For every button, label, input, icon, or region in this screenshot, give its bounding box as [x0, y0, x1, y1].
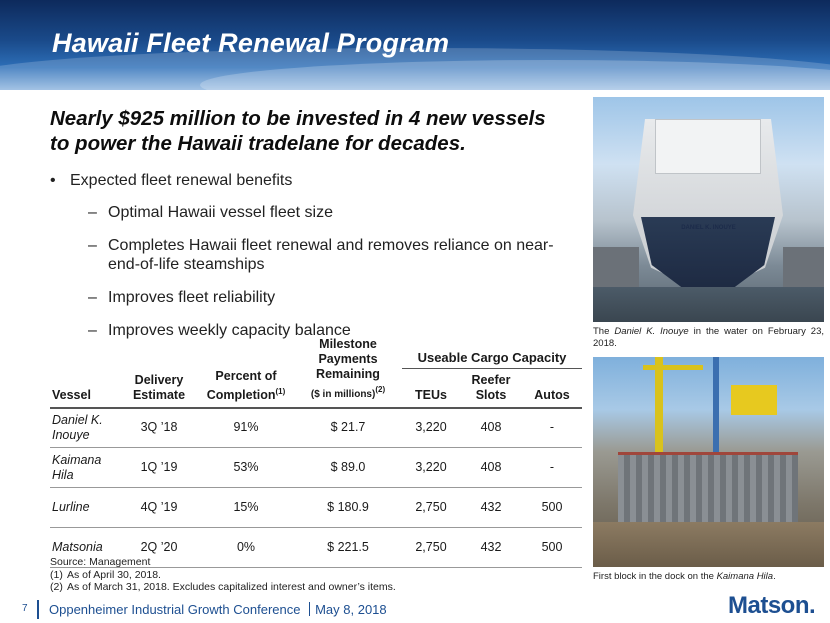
footnotes: [50, 556, 396, 594]
cell-reefer: 408: [460, 448, 522, 488]
cell-autos: 500: [522, 488, 582, 528]
hanging-block: [731, 385, 777, 415]
ship-name-text: DANIEL K. INOUYE: [681, 225, 736, 231]
bullet-sub: – Improves weekly capacity balance: [50, 321, 580, 340]
cell-delivery: 4Q ’19: [120, 488, 198, 528]
ship-photo: [593, 97, 824, 322]
cell-teus: 3,220: [402, 448, 460, 488]
header-vessel: Vessel: [50, 369, 120, 408]
footnote: (1) As of April 30, 2018.: [50, 568, 161, 581]
page-title: Hawaii Fleet Renewal Program: [52, 28, 450, 58]
water: [593, 287, 824, 322]
footer-divider: [37, 600, 39, 619]
header-useable-capacity: Useable Cargo Capacity: [402, 350, 582, 369]
cell-delivery: 1Q ’19: [120, 448, 198, 488]
dock-floor: [593, 522, 824, 567]
cell-teus: 2,750: [402, 528, 460, 568]
cell-autos: 500: [522, 528, 582, 568]
photo-caption: First block in the dock on the Kaimana Hila.: [593, 571, 776, 582]
cell-percent: 53%: [198, 448, 294, 488]
header-percent: Percent of Completion$^{(1)}$: [198, 369, 294, 408]
cell-vessel: Kaimana Hila: [50, 448, 120, 488]
table-row: [50, 448, 582, 488]
bullet-main: • Expected fleet renewal benefits: [50, 172, 580, 190]
cell-autos: -: [522, 448, 582, 488]
cell-vessel: Lurline: [50, 488, 120, 528]
footnote-source: Source: Management: [50, 556, 151, 568]
footnote: (2) As of March 31, 2018. Excludes capitalized interest and owner’s items.: [50, 581, 396, 593]
hull-block: [618, 452, 798, 522]
page-number: 7: [22, 603, 28, 614]
footer-text: Oppenheimer Industrial Growth Conference May 8, 2018: [49, 602, 387, 617]
cell-percent: 91%: [198, 408, 294, 448]
cell-autos: -: [522, 408, 582, 448]
header-reefer: Reefer Slots: [460, 369, 522, 408]
cell-milestone: $ 21.7: [294, 408, 402, 448]
cell-milestone: $ 180.9: [294, 488, 402, 528]
cell-vessel: Daniel K. Inouye: [50, 408, 120, 448]
bullet-list: [50, 172, 580, 354]
headline: Nearly $925 million to be invested in 4 new vessels to power the Hawaii tradelane for decades.: [50, 107, 546, 155]
cell-milestone: $ 89.0: [294, 448, 402, 488]
header-teus: TEUs: [402, 369, 460, 408]
matson-logo: Matson.: [728, 592, 816, 619]
cell-delivery: 2Q ’20: [120, 528, 198, 568]
bullet-sub: – Improves fleet reliability: [50, 288, 580, 307]
table-row: [50, 488, 582, 528]
photo-caption: The Daniel K. Inouye in the water on February 23, 2018.: [593, 326, 824, 349]
header-milestone: Milestone Payments Remaining ($ in millions)$^{(2)}$: [294, 368, 402, 407]
cell-teus: 2,750: [402, 488, 460, 528]
drydock-photo: [593, 357, 824, 567]
header-delivery: Delivery Estimate: [120, 369, 198, 408]
table-row: [50, 408, 582, 448]
cell-reefer: 432: [460, 488, 522, 528]
cell-reefer: 408: [460, 408, 522, 448]
cell-percent: 15%: [198, 488, 294, 528]
cell-delivery: 3Q ’18: [120, 408, 198, 448]
cell-reefer: 432: [460, 528, 522, 568]
ship-deckhouse: [655, 119, 761, 174]
header-banner: [0, 0, 830, 90]
cell-teus: 3,220: [402, 408, 460, 448]
cell-percent: 0%: [198, 528, 294, 568]
bullet-sub: – Completes Hawaii fleet renewal and removes reliance on near-end-of-life steamships: [50, 236, 580, 274]
cell-vessel: Matsonia: [50, 528, 120, 568]
bullet-sub: – Optimal Hawaii vessel fleet size: [50, 203, 580, 222]
cell-milestone: $ 221.5: [294, 528, 402, 568]
vessel-table: [50, 336, 582, 568]
header-autos: Autos: [522, 369, 582, 408]
